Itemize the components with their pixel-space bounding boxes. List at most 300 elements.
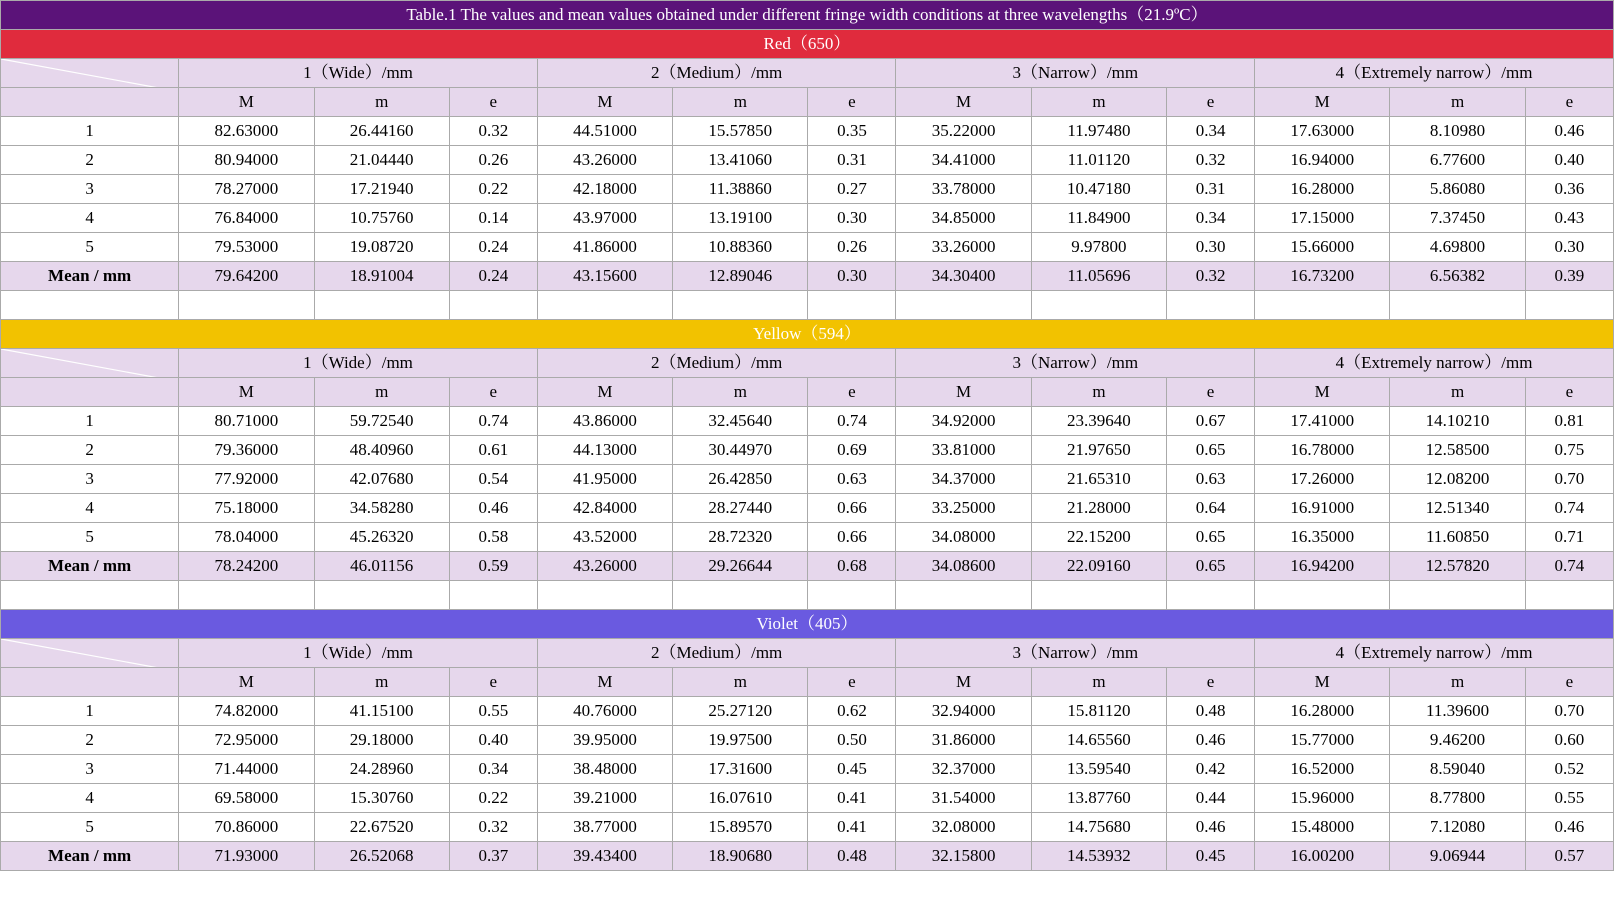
cell-value: 16.78000 (1255, 436, 1390, 465)
cell-value: 0.70 (1525, 465, 1613, 494)
subheader-2-m: m (673, 668, 808, 697)
cell-value: 38.48000 (537, 755, 672, 784)
subheader-1-M: M (179, 668, 314, 697)
page-title: Table.1 The values and mean values obtained under different fringe width conditions at three wavelengths（21.9ºC） (1, 1, 1614, 30)
cell-value: 15.96000 (1255, 784, 1390, 813)
cell-value: 78.04000 (179, 523, 314, 552)
mean-value: 16.73200 (1255, 262, 1390, 291)
cell-value: 19.08720 (314, 233, 449, 262)
spacer-cell (179, 581, 314, 610)
spacer-cell (1, 291, 179, 320)
subheader-1-e: e (449, 378, 537, 407)
cell-value: 14.65560 (1031, 726, 1166, 755)
table-row (1, 726, 1614, 755)
mean-value: 0.48 (808, 842, 896, 871)
cell-value: 16.94000 (1255, 146, 1390, 175)
subheader-4-m: m (1390, 668, 1525, 697)
group-header-row (1, 349, 1614, 378)
cell-value: 0.65 (1167, 436, 1255, 465)
spacer-cell (673, 291, 808, 320)
spacer-cell (896, 581, 1031, 610)
cell-value: 26.42850 (673, 465, 808, 494)
cell-value: 0.32 (449, 813, 537, 842)
row-index: 3 (1, 175, 179, 204)
mean-value: 0.24 (449, 262, 537, 291)
spacer-cell (808, 291, 896, 320)
cell-value: 11.38860 (673, 175, 808, 204)
diagonal-divider-icon (1, 639, 178, 667)
table-row (1, 146, 1614, 175)
cell-value: 0.58 (449, 523, 537, 552)
cell-value: 0.55 (449, 697, 537, 726)
cell-value: 42.18000 (537, 175, 672, 204)
cell-value: 41.86000 (537, 233, 672, 262)
cell-value: 80.94000 (179, 146, 314, 175)
cell-value: 11.97480 (1031, 117, 1166, 146)
cell-value: 0.41 (808, 784, 896, 813)
subheader-3-e: e (1167, 378, 1255, 407)
cell-value: 5.86080 (1390, 175, 1525, 204)
cell-value: 28.27440 (673, 494, 808, 523)
cell-value: 34.37000 (896, 465, 1031, 494)
mean-value: 26.52068 (314, 842, 449, 871)
cell-value: 0.46 (1525, 813, 1613, 842)
cell-value: 0.81 (1525, 407, 1613, 436)
cell-value: 42.84000 (537, 494, 672, 523)
spacer-cell (1, 581, 179, 610)
cell-value: 8.59040 (1390, 755, 1525, 784)
subheader-2-M: M (537, 668, 672, 697)
spacer-cell (179, 291, 314, 320)
cell-value: 43.86000 (537, 407, 672, 436)
row-index: 1 (1, 117, 179, 146)
spacer-cell (1255, 581, 1390, 610)
cell-value: 42.07680 (314, 465, 449, 494)
group-header-1: 1（Wide）/mm (179, 59, 538, 88)
cell-value: 34.85000 (896, 204, 1031, 233)
cell-value: 8.77800 (1390, 784, 1525, 813)
mean-value: 32.15800 (896, 842, 1031, 871)
subheader-corner-cell (1, 88, 179, 117)
subheader-1-m: m (314, 378, 449, 407)
table-row (1, 175, 1614, 204)
cell-value: 0.45 (808, 755, 896, 784)
spacer-cell (1255, 291, 1390, 320)
subheader-4-m: m (1390, 378, 1525, 407)
section-band-row (1, 30, 1614, 59)
mean-value: 0.45 (1167, 842, 1255, 871)
cell-value: 40.76000 (537, 697, 672, 726)
cell-value: 39.95000 (537, 726, 672, 755)
row-index: 4 (1, 204, 179, 233)
spacer-cell (449, 291, 537, 320)
cell-value: 17.63000 (1255, 117, 1390, 146)
cell-value: 0.67 (1167, 407, 1255, 436)
group-header-2: 2（Medium）/mm (537, 639, 896, 668)
mean-value: 11.05696 (1031, 262, 1166, 291)
table-row (1, 784, 1614, 813)
mean-value: 12.89046 (673, 262, 808, 291)
cell-value: 15.30760 (314, 784, 449, 813)
cell-value: 22.15200 (1031, 523, 1166, 552)
cell-value: 11.60850 (1390, 523, 1525, 552)
mean-value: 46.01156 (314, 552, 449, 581)
cell-value: 0.48 (1167, 697, 1255, 726)
subheader-4-e: e (1525, 668, 1613, 697)
mean-row (1, 842, 1614, 871)
group-header-row (1, 59, 1614, 88)
cell-value: 7.37450 (1390, 204, 1525, 233)
cell-value: 34.58280 (314, 494, 449, 523)
row-index: 2 (1, 726, 179, 755)
cell-value: 16.91000 (1255, 494, 1390, 523)
cell-value: 0.34 (449, 755, 537, 784)
cell-value: 10.47180 (1031, 175, 1166, 204)
cell-value: 75.18000 (179, 494, 314, 523)
mean-row (1, 552, 1614, 581)
cell-value: 0.34 (1167, 117, 1255, 146)
cell-value: 0.46 (1167, 813, 1255, 842)
subheader-3-M: M (896, 378, 1031, 407)
cell-value: 11.01120 (1031, 146, 1166, 175)
cell-value: 0.63 (1167, 465, 1255, 494)
cell-value: 59.72540 (314, 407, 449, 436)
cell-value: 0.22 (449, 175, 537, 204)
cell-value: 9.97800 (1031, 233, 1166, 262)
subheader-1-m: m (314, 88, 449, 117)
cell-value: 71.44000 (179, 755, 314, 784)
cell-value: 29.18000 (314, 726, 449, 755)
cell-value: 13.19100 (673, 204, 808, 233)
table-row (1, 117, 1614, 146)
cell-value: 16.35000 (1255, 523, 1390, 552)
cell-value: 0.70 (1525, 697, 1613, 726)
mean-value: 0.39 (1525, 262, 1613, 291)
subheader-row (1, 88, 1614, 117)
cell-value: 0.30 (1525, 233, 1613, 262)
spacer-cell (1167, 581, 1255, 610)
header-corner-cell (1, 59, 179, 88)
mean-value: 78.24200 (179, 552, 314, 581)
group-header-3: 3（Narrow）/mm (896, 59, 1255, 88)
spacer-cell (1390, 581, 1525, 610)
cell-value: 43.52000 (537, 523, 672, 552)
row-index: 2 (1, 436, 179, 465)
cell-value: 17.15000 (1255, 204, 1390, 233)
cell-value: 74.82000 (179, 697, 314, 726)
cell-value: 43.26000 (537, 146, 672, 175)
cell-value: 0.63 (808, 465, 896, 494)
cell-value: 32.08000 (896, 813, 1031, 842)
cell-value: 0.52 (1525, 755, 1613, 784)
spacer-cell (1525, 581, 1613, 610)
cell-value: 0.27 (808, 175, 896, 204)
row-index: 5 (1, 233, 179, 262)
section-spacer (1, 291, 1614, 320)
cell-value: 82.63000 (179, 117, 314, 146)
group-header-3: 3（Narrow）/mm (896, 639, 1255, 668)
cell-value: 14.10210 (1390, 407, 1525, 436)
subheader-2-M: M (537, 88, 672, 117)
spacer-cell (673, 581, 808, 610)
spacer-cell (896, 291, 1031, 320)
cell-value: 78.27000 (179, 175, 314, 204)
table-row (1, 407, 1614, 436)
cell-value: 31.86000 (896, 726, 1031, 755)
cell-value: 15.66000 (1255, 233, 1390, 262)
group-header-row (1, 639, 1614, 668)
group-header-2: 2（Medium）/mm (537, 349, 896, 378)
subheader-4-M: M (1255, 88, 1390, 117)
cell-value: 70.86000 (179, 813, 314, 842)
cell-value: 9.46200 (1390, 726, 1525, 755)
mean-value: 39.43400 (537, 842, 672, 871)
cell-value: 34.08000 (896, 523, 1031, 552)
cell-value: 0.30 (1167, 233, 1255, 262)
cell-value: 0.36 (1525, 175, 1613, 204)
mean-value: 0.30 (808, 262, 896, 291)
cell-value: 32.45640 (673, 407, 808, 436)
cell-value: 15.57850 (673, 117, 808, 146)
header-corner-cell (1, 639, 179, 668)
cell-value: 30.44970 (673, 436, 808, 465)
cell-value: 16.28000 (1255, 175, 1390, 204)
cell-value: 33.78000 (896, 175, 1031, 204)
mean-value: 29.26644 (673, 552, 808, 581)
mean-label: Mean / mm (1, 552, 179, 581)
cell-value: 32.37000 (896, 755, 1031, 784)
cell-value: 11.84900 (1031, 204, 1166, 233)
mean-value: 18.91004 (314, 262, 449, 291)
section-band-label: Violet（405） (1, 610, 1614, 639)
group-header-3: 3（Narrow）/mm (896, 349, 1255, 378)
table-row (1, 697, 1614, 726)
cell-value: 0.24 (449, 233, 537, 262)
cell-value: 14.75680 (1031, 813, 1166, 842)
cell-value: 45.26320 (314, 523, 449, 552)
cell-value: 11.39600 (1390, 697, 1525, 726)
cell-value: 19.97500 (673, 726, 808, 755)
cell-value: 48.40960 (314, 436, 449, 465)
cell-value: 6.77600 (1390, 146, 1525, 175)
spacer-cell (314, 291, 449, 320)
section-band-row (1, 320, 1614, 349)
mean-value: 12.57820 (1390, 552, 1525, 581)
mean-value: 0.65 (1167, 552, 1255, 581)
cell-value: 0.54 (449, 465, 537, 494)
subheader-2-e: e (808, 88, 896, 117)
cell-value: 0.35 (808, 117, 896, 146)
cell-value: 15.81120 (1031, 697, 1166, 726)
subheader-row (1, 378, 1614, 407)
cell-value: 0.40 (449, 726, 537, 755)
subheader-3-M: M (896, 88, 1031, 117)
spacer-cell (537, 581, 672, 610)
table-title-row (1, 1, 1614, 30)
cell-value: 0.14 (449, 204, 537, 233)
cell-value: 0.71 (1525, 523, 1613, 552)
subheader-3-m: m (1031, 378, 1166, 407)
cell-value: 31.54000 (896, 784, 1031, 813)
row-index: 5 (1, 813, 179, 842)
mean-value: 0.74 (1525, 552, 1613, 581)
mean-value: 18.90680 (673, 842, 808, 871)
mean-value: 34.08600 (896, 552, 1031, 581)
cell-value: 79.53000 (179, 233, 314, 262)
mean-value: 0.32 (1167, 262, 1255, 291)
subheader-4-e: e (1525, 378, 1613, 407)
cell-value: 72.95000 (179, 726, 314, 755)
cell-value: 12.58500 (1390, 436, 1525, 465)
cell-value: 0.46 (449, 494, 537, 523)
cell-value: 0.26 (808, 233, 896, 262)
row-index: 3 (1, 465, 179, 494)
subheader-2-M: M (537, 378, 672, 407)
mean-value: 6.56382 (1390, 262, 1525, 291)
cell-value: 0.55 (1525, 784, 1613, 813)
cell-value: 16.07610 (673, 784, 808, 813)
spacer-cell (1031, 291, 1166, 320)
section-band-row (1, 610, 1614, 639)
cell-value: 21.28000 (1031, 494, 1166, 523)
mean-value: 79.64200 (179, 262, 314, 291)
section-band-label: Red（650） (1, 30, 1614, 59)
table-row (1, 233, 1614, 262)
table-row (1, 204, 1614, 233)
mean-value: 0.37 (449, 842, 537, 871)
cell-value: 0.62 (808, 697, 896, 726)
table-row (1, 436, 1614, 465)
cell-value: 34.92000 (896, 407, 1031, 436)
table-row (1, 813, 1614, 842)
cell-value: 80.71000 (179, 407, 314, 436)
mean-label: Mean / mm (1, 262, 179, 291)
spacer-cell (808, 581, 896, 610)
subheader-3-m: m (1031, 668, 1166, 697)
cell-value: 0.46 (1525, 117, 1613, 146)
cell-value: 4.69800 (1390, 233, 1525, 262)
cell-value: 43.97000 (537, 204, 672, 233)
cell-value: 17.21940 (314, 175, 449, 204)
cell-value: 13.41060 (673, 146, 808, 175)
section-spacer (1, 581, 1614, 610)
table-row (1, 755, 1614, 784)
cell-value: 0.42 (1167, 755, 1255, 784)
cell-value: 21.04440 (314, 146, 449, 175)
cell-value: 0.32 (449, 117, 537, 146)
spacer-cell (537, 291, 672, 320)
spacer-cell (314, 581, 449, 610)
cell-value: 7.12080 (1390, 813, 1525, 842)
cell-value: 0.66 (808, 523, 896, 552)
cell-value: 0.74 (449, 407, 537, 436)
cell-value: 8.10980 (1390, 117, 1525, 146)
cell-value: 33.26000 (896, 233, 1031, 262)
diagonal-divider-icon (1, 59, 178, 87)
cell-value: 23.39640 (1031, 407, 1166, 436)
cell-value: 33.25000 (896, 494, 1031, 523)
subheader-4-m: m (1390, 88, 1525, 117)
mean-value: 0.57 (1525, 842, 1613, 871)
cell-value: 0.65 (1167, 523, 1255, 552)
cell-value: 22.67520 (314, 813, 449, 842)
row-index: 2 (1, 146, 179, 175)
mean-value: 0.68 (808, 552, 896, 581)
table-row (1, 494, 1614, 523)
cell-value: 13.87760 (1031, 784, 1166, 813)
mean-label: Mean / mm (1, 842, 179, 871)
spacer-cell (449, 581, 537, 610)
subheader-1-m: m (314, 668, 449, 697)
cell-value: 0.31 (808, 146, 896, 175)
section-band-label: Yellow（594） (1, 320, 1614, 349)
subheader-corner-cell (1, 378, 179, 407)
cell-value: 0.60 (1525, 726, 1613, 755)
cell-value: 24.28960 (314, 755, 449, 784)
cell-value: 79.36000 (179, 436, 314, 465)
subheader-corner-cell (1, 668, 179, 697)
cell-value: 39.21000 (537, 784, 672, 813)
cell-value: 0.34 (1167, 204, 1255, 233)
cell-value: 0.69 (808, 436, 896, 465)
row-index: 3 (1, 755, 179, 784)
subheader-3-m: m (1031, 88, 1166, 117)
subheader-3-e: e (1167, 88, 1255, 117)
cell-value: 0.46 (1167, 726, 1255, 755)
subheader-row (1, 668, 1614, 697)
mean-value: 43.26000 (537, 552, 672, 581)
subheader-2-e: e (808, 378, 896, 407)
cell-value: 16.28000 (1255, 697, 1390, 726)
mean-row (1, 262, 1614, 291)
cell-value: 0.30 (808, 204, 896, 233)
subheader-2-m: m (673, 378, 808, 407)
cell-value: 0.41 (808, 813, 896, 842)
mean-value: 16.00200 (1255, 842, 1390, 871)
group-header-4: 4（Extremely narrow）/mm (1255, 639, 1614, 668)
cell-value: 0.64 (1167, 494, 1255, 523)
cell-value: 32.94000 (896, 697, 1031, 726)
mean-value: 0.59 (449, 552, 537, 581)
cell-value: 0.61 (449, 436, 537, 465)
cell-value: 38.77000 (537, 813, 672, 842)
subheader-1-e: e (449, 668, 537, 697)
subheader-1-M: M (179, 88, 314, 117)
cell-value: 0.26 (449, 146, 537, 175)
cell-value: 34.41000 (896, 146, 1031, 175)
cell-value: 10.88360 (673, 233, 808, 262)
cell-value: 41.95000 (537, 465, 672, 494)
group-header-1: 1（Wide）/mm (179, 349, 538, 378)
group-header-4: 4（Extremely narrow）/mm (1255, 349, 1614, 378)
cell-value: 28.72320 (673, 523, 808, 552)
group-header-1: 1（Wide）/mm (179, 639, 538, 668)
mean-value: 71.93000 (179, 842, 314, 871)
cell-value: 0.43 (1525, 204, 1613, 233)
group-header-2: 2（Medium）/mm (537, 59, 896, 88)
mean-value: 9.06944 (1390, 842, 1525, 871)
subheader-1-e: e (449, 88, 537, 117)
group-header-4: 4（Extremely narrow）/mm (1255, 59, 1614, 88)
diagonal-divider-icon (1, 349, 178, 377)
cell-value: 0.74 (1525, 494, 1613, 523)
subheader-3-M: M (896, 668, 1031, 697)
spacer-cell (1390, 291, 1525, 320)
table-row (1, 465, 1614, 494)
cell-value: 0.66 (808, 494, 896, 523)
cell-value: 12.08200 (1390, 465, 1525, 494)
cell-value: 15.77000 (1255, 726, 1390, 755)
